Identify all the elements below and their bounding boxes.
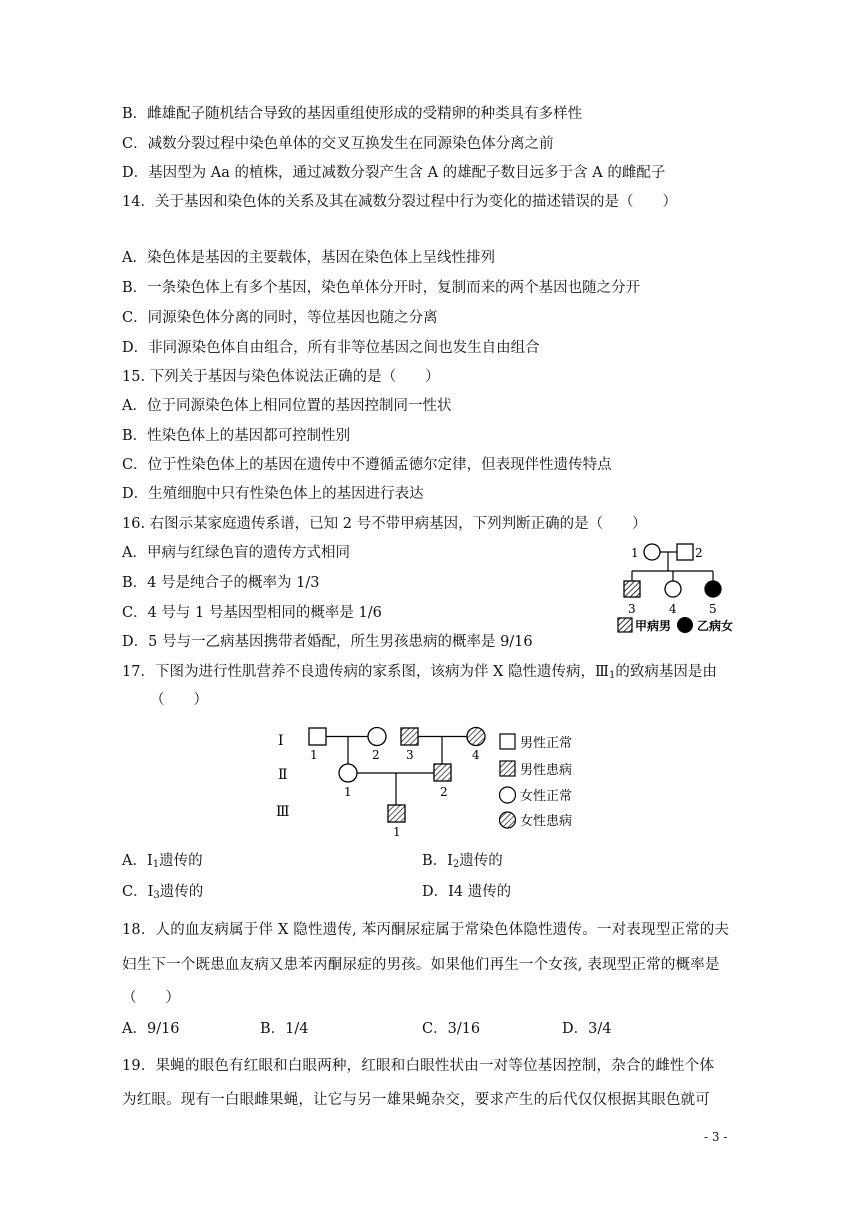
q17-i2-female-normal — [368, 728, 386, 746]
q13-option-c: C．减数分裂过程中染色单体的交叉互换发生在同源染色体分离之前 — [122, 136, 554, 152]
q17-i1-male-normal — [309, 728, 326, 745]
q17-gen-ii: Ⅱ — [278, 767, 288, 783]
q15-option-c: C．位于性染色体上的基因在遗传中不遵循孟德尔定律，但表现伴性遗传特点 — [122, 457, 612, 473]
q19-stem-line1: 19．果蝇的眼色有红眼和白眼两种，红眼和白眼性状由一对等位基因控制，杂合的雌性个体 — [122, 1058, 715, 1074]
q16-female-4 — [665, 581, 681, 597]
q17-i3-male-affected — [401, 728, 418, 745]
q17-label-i3: 3 — [406, 748, 414, 762]
q17-option-c: C．$Ⅰ_3$遗传的 — [122, 884, 204, 901]
q16-affected-female-5 — [705, 581, 721, 597]
q17-option-b: B．$Ⅰ_2$遗传的 — [422, 853, 503, 870]
q18-stem-line1: 18．人的血友病属于伴 X 隐性遗传, 苯丙酮尿症属于常染色体隐性遗传。一对表现型正常的夫 — [122, 922, 730, 938]
q17-option-a: A．$Ⅰ_1$遗传的 — [122, 853, 203, 870]
q18-stem-line2: 妇生下一个既患血友病又患苯丙酮尿症的男孩。如果他们再生一个女孩, 表现型正常的概率是 — [122, 957, 720, 973]
q16-stem: 16. 右图示某家庭遗传系谱，已知 2 号不带甲病基因，下列判断正确的是（ ） — [122, 516, 647, 532]
q16-legend-b: 乙病女 — [697, 619, 734, 633]
q16-option-a: A．甲病与红绿色盲的遗传方式相同 — [122, 545, 350, 561]
q18-option-a: A．9/16 — [122, 1021, 180, 1037]
q16-label-1: 1 — [631, 546, 639, 560]
q19-stem-line2: 为红眼。现有一白眼雌果蝇，让它与另一雄果蝇杂交，要求产生的后代仅仅根据其眼色就可 — [122, 1092, 710, 1108]
q14-option-d: D．非同源染色体自由组合，所有非等位基因之间也发生自由组合 — [122, 340, 540, 356]
q16-legend-hatched-square — [618, 618, 632, 632]
q17-legend-female-affected-icon — [500, 812, 516, 828]
q17-legend-female-normal-icon — [500, 787, 516, 803]
q15-stem: 15. 下列关于基因与染色体说法正确的是（ ） — [122, 369, 440, 385]
page-number: - 3 - — [704, 1130, 728, 1144]
q15-option-d: D．生殖细胞中只有性染色体上的基因进行表达 — [122, 486, 424, 502]
q18-option-c: C．3/16 — [422, 1021, 481, 1037]
q17-option-d: D．Ⅰ4 遗传的 — [422, 884, 512, 900]
q17-i4-female-affected — [467, 728, 485, 746]
q16-label-5: 5 — [709, 602, 717, 616]
q15-option-b: B．性染色体上的基因都可控制性别 — [122, 428, 351, 444]
q14-option-a: A．染色体是基因的主要载体，基因在染色体上呈线性排列 — [122, 250, 495, 266]
q16-label-2: 2 — [695, 546, 703, 560]
q14-option-c: C．同源染色体分离的同时，等位基因也随之分离 — [122, 310, 438, 326]
q13-option-b: B．雌雄配子随机结合导致的基因重组使形成的受精卵的种类具有多样性 — [122, 106, 583, 122]
q17-label-i4: 4 — [472, 748, 480, 762]
q16-female-1 — [644, 544, 660, 560]
q16-option-d: D．5 号与一乙病基因携带者婚配，所生男孩患病的概率是 9/16 — [122, 634, 533, 650]
q17-gen-iii: Ⅲ — [276, 804, 290, 820]
q17-pedigree-figure — [268, 722, 598, 840]
q17-legend-male-normal: 男性正常 — [520, 736, 573, 751]
q13-option-d: D．基因型为 Aa 的植株，通过减数分裂产生含 A 的雄配子数目远多于含 A 的雌配子 — [122, 165, 666, 181]
q17-gen-i: Ⅰ — [278, 733, 284, 749]
q17-legend-female-affected: 女性患病 — [520, 814, 573, 829]
q16-label-3: 3 — [628, 602, 636, 616]
q17-legend-female-normal: 女性正常 — [520, 789, 573, 804]
q17-legend-male-normal-icon — [500, 734, 515, 749]
q16-option-b: B．4 号是纯合子的概率为 1/3 — [122, 575, 320, 591]
q18-option-d: D．3/4 — [562, 1021, 612, 1037]
q16-pedigree-figure — [615, 538, 755, 638]
q18-answer-paren: （ ） — [122, 990, 180, 1006]
q18-option-b: B．1/4 — [260, 1021, 309, 1037]
q17-label-ii1: 1 — [344, 785, 352, 799]
q17-stem: 17．下图为进行性肌营养不良遗传病的家系图，该病为伴 X 隐性遗传病，$Ⅲ_1$的致病基因是由 — [122, 664, 717, 681]
q16-affected-male-3 — [624, 581, 640, 597]
q16-option-c: C．4 号与 1 号基因型相同的概率是 1/6 — [122, 605, 382, 621]
q17-label-iii1: 1 — [393, 825, 401, 839]
q17-legend-male-affected: 男性患病 — [520, 763, 573, 778]
q17-answer-paren: （ ） — [150, 692, 208, 708]
q17-ii2-male-affected — [434, 764, 451, 781]
q17-ii1-female-normal — [339, 764, 357, 782]
q17-iii1-male-affected — [388, 805, 405, 822]
q17-legend-male-affected-icon — [500, 761, 515, 776]
q16-male-2 — [677, 544, 693, 560]
q16-legend-black-circle — [677, 617, 693, 633]
q17-label-i1: 1 — [310, 748, 318, 762]
q15-option-a: A．位于同源染色体上相同位置的基因控制同一性状 — [122, 398, 452, 414]
q14-option-b: B．一条染色体上有多个基因，染色单体分开时，复制而来的两个基因也随之分开 — [122, 280, 641, 296]
q17-label-ii2: 2 — [440, 785, 448, 799]
q16-legend-a: 甲病男 — [635, 619, 672, 633]
q17-label-i2: 2 — [372, 748, 380, 762]
q14-stem: 14．关于基因和染色体的关系及其在减数分裂过程中行为变化的描述错误的是（ ） — [122, 194, 677, 210]
q16-label-4: 4 — [669, 602, 677, 616]
